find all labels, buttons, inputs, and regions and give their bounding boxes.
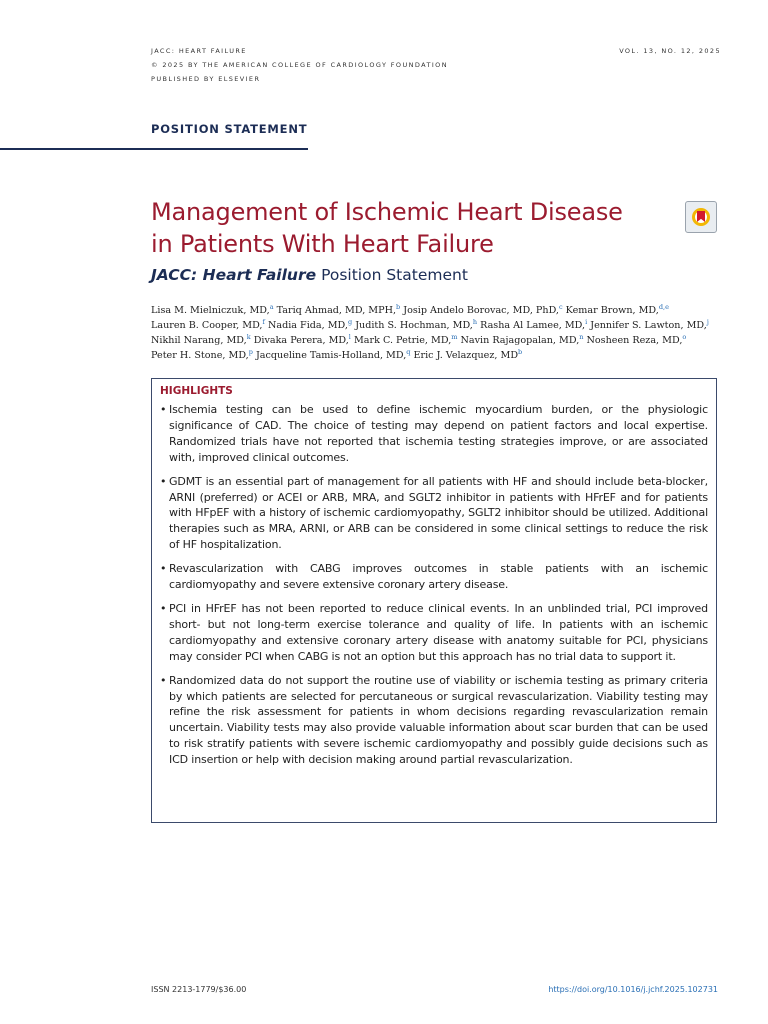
highlights-box — [151, 378, 717, 823]
doi-link[interactable]: https://doi.org/10.1016/j.jchf.2025.102731 — [548, 985, 718, 994]
affiliation-marker[interactable]: j — [706, 318, 709, 326]
affiliation-marker[interactable]: p — [248, 348, 253, 356]
highlight-item — [160, 601, 708, 665]
author-name: Divaka Perera, MD, — [253, 335, 349, 346]
author-name: Nosheen Reza, MD, — [586, 335, 683, 346]
author-line — [151, 333, 726, 348]
affiliation-marker[interactable]: m — [451, 333, 458, 341]
author-line — [151, 348, 726, 363]
author-name: Lauren B. Cooper, MD, — [151, 320, 263, 331]
author-name: Nadia Fida, MD, — [267, 320, 348, 331]
highlight-item — [160, 474, 708, 554]
highlights-list — [160, 402, 708, 768]
bullet-icon: • — [160, 601, 167, 615]
author-line — [151, 318, 726, 333]
article-title — [151, 196, 671, 260]
author-name: Peter H. Stone, MD, — [151, 350, 249, 361]
journal-header — [151, 44, 721, 86]
author-name: Lisa M. Mielniczuk, MD, — [151, 305, 270, 316]
affiliation-marker[interactable]: a — [269, 303, 274, 311]
subtitle-journal: JACC: Heart Failure — [151, 266, 317, 284]
affiliation-marker[interactable]: b — [396, 303, 401, 311]
affiliation-marker[interactable]: d,e — [658, 303, 669, 311]
highlight-item — [160, 402, 708, 466]
affiliation-marker[interactable]: n — [579, 333, 584, 341]
affiliation-marker[interactable]: h — [472, 318, 478, 326]
copyright-line: © 2025 BY THE AMERICAN COLLEGE OF CARDIOLOGY FOUNDATION — [151, 61, 448, 69]
bullet-icon: • — [160, 562, 167, 576]
highlight-text: PCI in HFrEF has not been reported to reduce clinical events. In an unblinded trial, PCI improved short- but not long-term exercise tolerance and quality of life. In patients with an ischemic cardiomyopathy and extensive coronary artery disease with anatomy suitable for PCI, physicians may consider PCI when CABG is not an option but this approach has no trial data to support it. — [169, 601, 708, 663]
highlight-item — [160, 561, 708, 593]
author-line — [151, 303, 726, 318]
affiliation-marker[interactable]: q — [406, 348, 411, 356]
highlight-text: Revascularization with CABG improves outcomes in stable patients with an ischemic cardiomyopathy and severe extensive coronary artery disease. — [169, 562, 708, 592]
title-line-1: Management of Ischemic Heart Disease — [151, 198, 623, 226]
affiliation-marker[interactable]: g — [347, 318, 353, 326]
publisher-line: PUBLISHED BY ELSEVIER — [151, 75, 261, 83]
issn-price: ISSN 2213-1779/$36.00 — [151, 985, 247, 994]
author-name: Judith S. Hochman, MD, — [355, 320, 473, 331]
author-list — [151, 303, 726, 363]
affiliation-marker[interactable]: k — [246, 333, 251, 341]
author-name: Kemar Brown, MD, — [565, 305, 659, 316]
section-divider — [0, 148, 308, 150]
author-name: Tariq Ahmad, MD, MPH, — [276, 305, 396, 316]
author-name: Jennifer S. Lawton, MD, — [590, 320, 707, 331]
highlights-heading: HIGHLIGHTS — [160, 385, 233, 397]
journal-name: JACC: HEART FAILURE — [151, 47, 247, 55]
bullet-icon: • — [160, 403, 167, 416]
author-name: Jacqueline Tamis-Holland, MD, — [255, 350, 407, 361]
author-name: Rasha Al Lamee, MD, — [480, 320, 586, 331]
highlight-item — [160, 673, 708, 768]
author-name: Nikhil Narang, MD, — [151, 335, 247, 346]
author-name: Navin Rajagopalan, MD, — [460, 335, 580, 346]
bullet-icon: • — [160, 673, 167, 687]
affiliation-marker[interactable]: f — [262, 318, 265, 326]
crossmark-badge[interactable] — [685, 201, 717, 233]
subtitle-rest: Position Statement — [321, 266, 468, 284]
section-label: POSITION STATEMENT — [151, 122, 308, 136]
article-subtitle — [151, 266, 468, 284]
volume-info: VOL. 13, NO. 12, 2025 — [619, 47, 721, 55]
highlight-text: Randomized data do not support the routine use of viability or ischemia testing as primary criteria by which patients are selected for percutaneous or surgical revascularization. Viability testing may refine the risk assessment for patients in whom decisions regarding revascularization remain uncertain. Viability tests may also provide valuable information about scar burden that can be used to risk stratify patients with severe ischemic cardiomyopathy and possibly guide decisions such as ICD insertion or help with decision making around partial revascularization. — [169, 673, 708, 767]
title-line-2: in Patients With Heart Failure — [151, 230, 494, 258]
highlight-text: GDMT is an essential part of management for all patients with HF and should include beta-blocker, ARNI (preferred) or ACEI or ARB, MRA, and SGLT2 inhibitor in patients with HFrEF and for patients with HFpEF with a history of ischemic cardiomyopathy, SGLT2 inhibitor should be utilized. Additional therapies such as MRA, ARNI, or ARB can be considered in some clinical settings to reduce the risk of HF hospitalization. — [169, 474, 708, 552]
affiliation-marker[interactable]: o — [682, 333, 687, 341]
affiliation-marker[interactable]: b — [518, 348, 523, 356]
affiliation-marker[interactable]: i — [585, 318, 588, 326]
author-name: Mark C. Petrie, MD, — [353, 335, 452, 346]
highlight-text: Ischemia testing can be used to define ischemic myocardium burden, or the physiologic significance of CAD. The choice of testing may depend on patient factors and local expertise. Randomized trials have not reported that ischemia testing strategies improve, or are associated with, improved clinical outcomes. — [169, 403, 708, 464]
bullet-icon: • — [160, 474, 167, 488]
affiliation-marker[interactable]: l — [348, 333, 351, 341]
author-name: Eric J. Velazquez, MD — [413, 350, 519, 361]
affiliation-marker[interactable]: c — [558, 303, 563, 311]
author-name: Josip Andelo Borovac, MD, PhD, — [403, 305, 559, 316]
